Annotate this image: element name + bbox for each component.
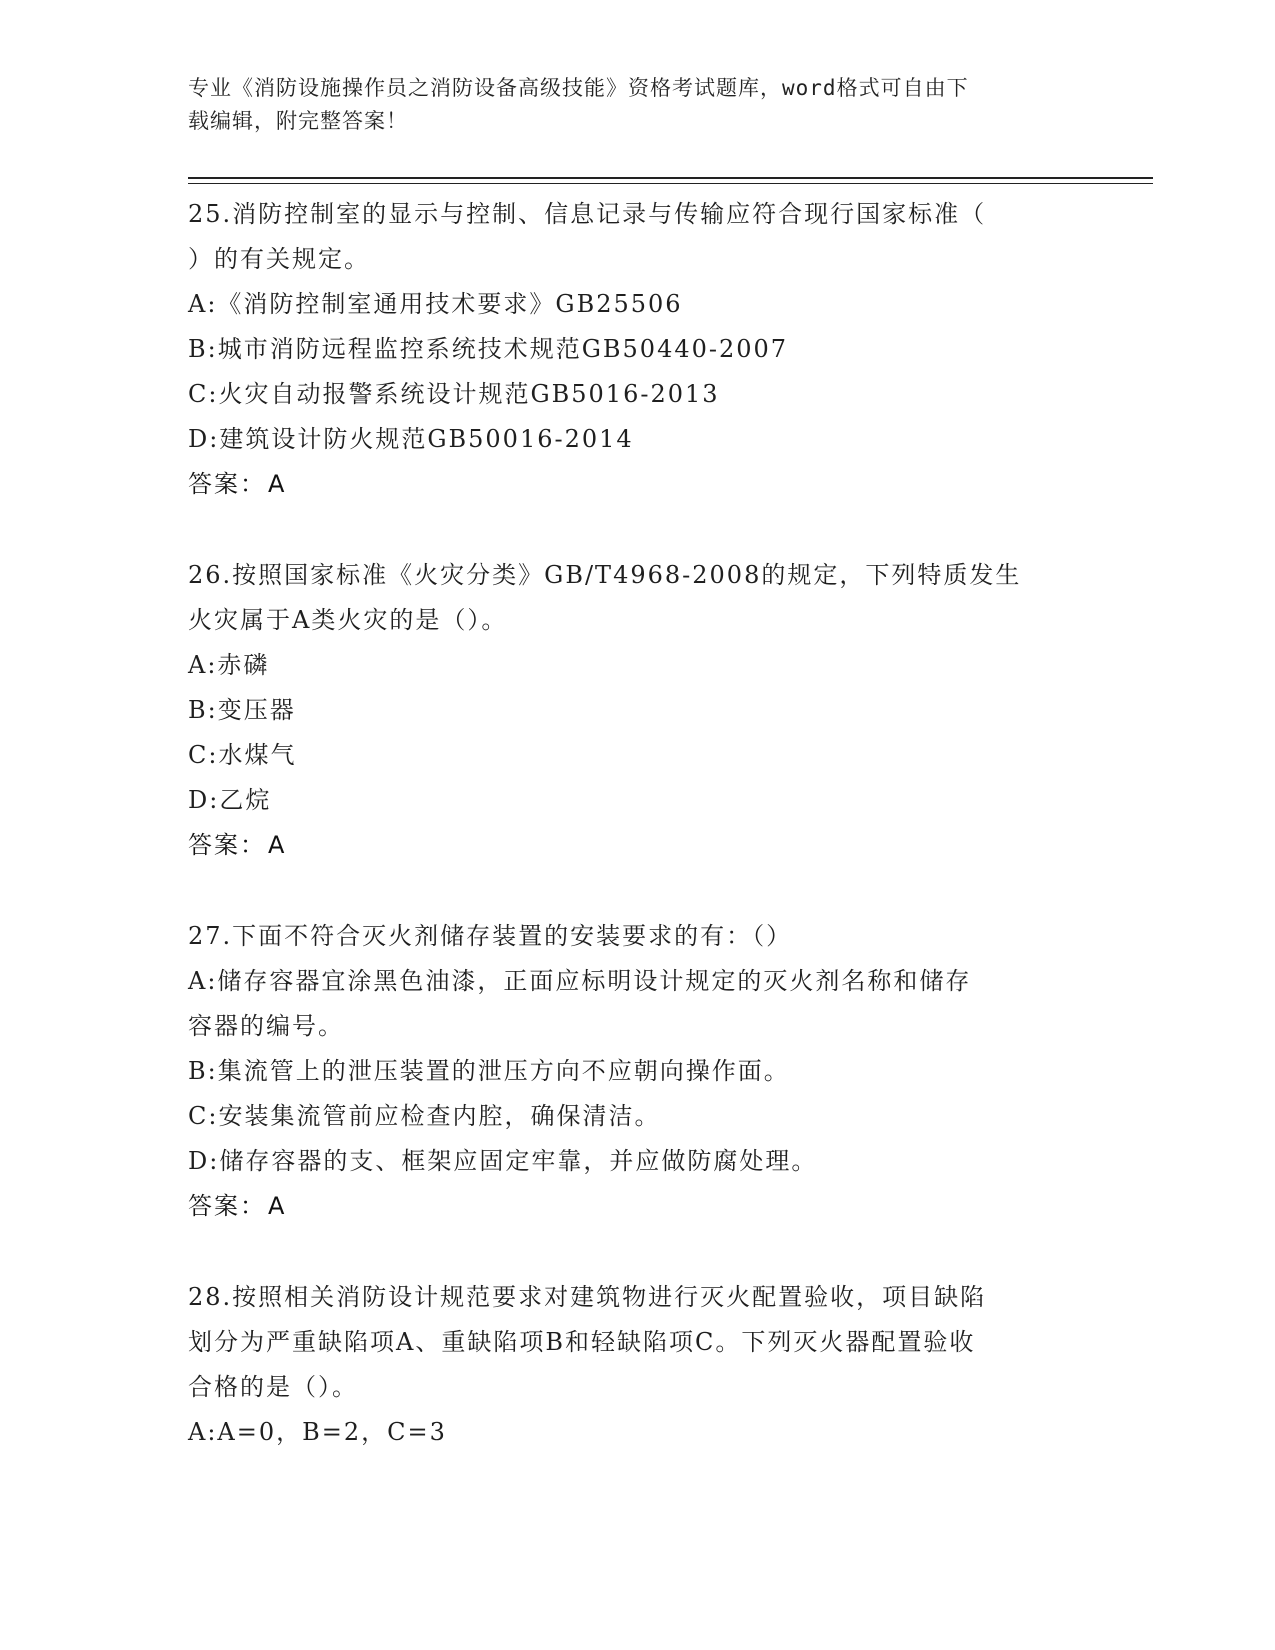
answer-option: [188, 372, 1088, 417]
answer-line: [188, 823, 1088, 868]
question-stem-line: 25.消防控制室的显示与控制、信息记录与传输应符合现行国家标准（: [188, 200, 987, 228]
answer-option-line: A:储存容器宜涂黑色油漆，正面应标明设计规定的灭火剂名称和储存: [188, 967, 972, 995]
answer-option-line: 容器的编号。: [188, 1012, 344, 1040]
question-stem-line: ）的有关规定。: [188, 245, 370, 273]
question-block: [188, 914, 1088, 1229]
header-line: 载编辑，附完整答案！: [188, 109, 408, 133]
question-stem: [188, 914, 1088, 959]
answer-label: 答案：: [188, 1192, 266, 1220]
question-list: [188, 192, 1088, 1501]
answer-line: [188, 1184, 1088, 1229]
answer-option: [188, 327, 1088, 372]
answer-option-line: A:《消防控制室通用技术要求》GB25506: [188, 290, 683, 318]
answer-option-line: B:城市消防远程监控系统技术规范GB50440-2007: [188, 335, 789, 363]
question-block: [188, 1275, 1088, 1455]
answer-option-line: C:水煤气: [188, 741, 297, 769]
question-stem-line: 划分为严重缺陷项A、重缺陷项B和轻缺陷项C。下列灭火器配置验收: [188, 1328, 976, 1356]
question-stem-line: 27.下面不符合灭火剂储存装置的安装要求的有：（）: [188, 922, 793, 950]
question-stem: [188, 192, 1088, 282]
question-block: [188, 553, 1088, 868]
question-stem: [188, 553, 1088, 643]
header-divider-thin: [188, 183, 1153, 184]
answer-option-line: C:火灾自动报警系统设计规范GB5016-2013: [188, 380, 720, 408]
answer-option: [188, 688, 1088, 733]
answer-option: [188, 643, 1088, 688]
answer-option-line: A:赤磷: [188, 651, 270, 679]
answer-line: [188, 462, 1088, 507]
question-stem-line: 合格的是（）。: [188, 1373, 358, 1401]
answer-option: [188, 282, 1088, 327]
answer-option-line: C:安装集流管前应检查内腔，确保清洁。: [188, 1102, 661, 1130]
answer-option-line: B:变压器: [188, 696, 296, 724]
question-stem-line: 26.按照国家标准《火灾分类》GB/T4968-2008的规定，下列特质发生: [188, 561, 1022, 589]
answer-option: [188, 1410, 1088, 1455]
answer-option: [188, 417, 1088, 462]
answer-option: [188, 1139, 1088, 1184]
answer-value: A: [268, 1192, 287, 1220]
answer-option-line: D:建筑设计防火规范GB50016-2014: [188, 425, 634, 453]
answer-option-line: D:乙烷: [188, 786, 272, 814]
answer-option: [188, 778, 1088, 823]
answer-label: 答案：: [188, 831, 266, 859]
question-stem: [188, 1275, 1088, 1410]
answer-option: [188, 959, 1088, 1049]
question-block: [188, 192, 1088, 507]
answer-option-line: D:储存容器的支、框架应固定牢靠，并应做防腐处理。: [188, 1147, 818, 1175]
answer-option-line: A:A=0，B=2，C=3: [188, 1418, 447, 1446]
question-stem-line: 28.按照相关消防设计规范要求对建筑物进行灭火配置验收，项目缺陷: [188, 1283, 987, 1311]
answer-option-line: B:集流管上的泄压装置的泄压方向不应朝向操作面。: [188, 1057, 790, 1085]
answer-option: [188, 1049, 1088, 1094]
header-divider-thick: [188, 177, 1153, 179]
answer-value: A: [268, 470, 287, 498]
header-line: 专业《消防设施操作员之消防设备高级技能》资格考试题库，word格式可自由下: [188, 76, 969, 100]
question-stem-line: 火灾属于A类火灾的是（）。: [188, 606, 508, 634]
answer-option: [188, 733, 1088, 778]
answer-value: A: [268, 831, 287, 859]
document-header: [188, 72, 1068, 138]
answer-option: [188, 1094, 1088, 1139]
answer-label: 答案：: [188, 470, 266, 498]
